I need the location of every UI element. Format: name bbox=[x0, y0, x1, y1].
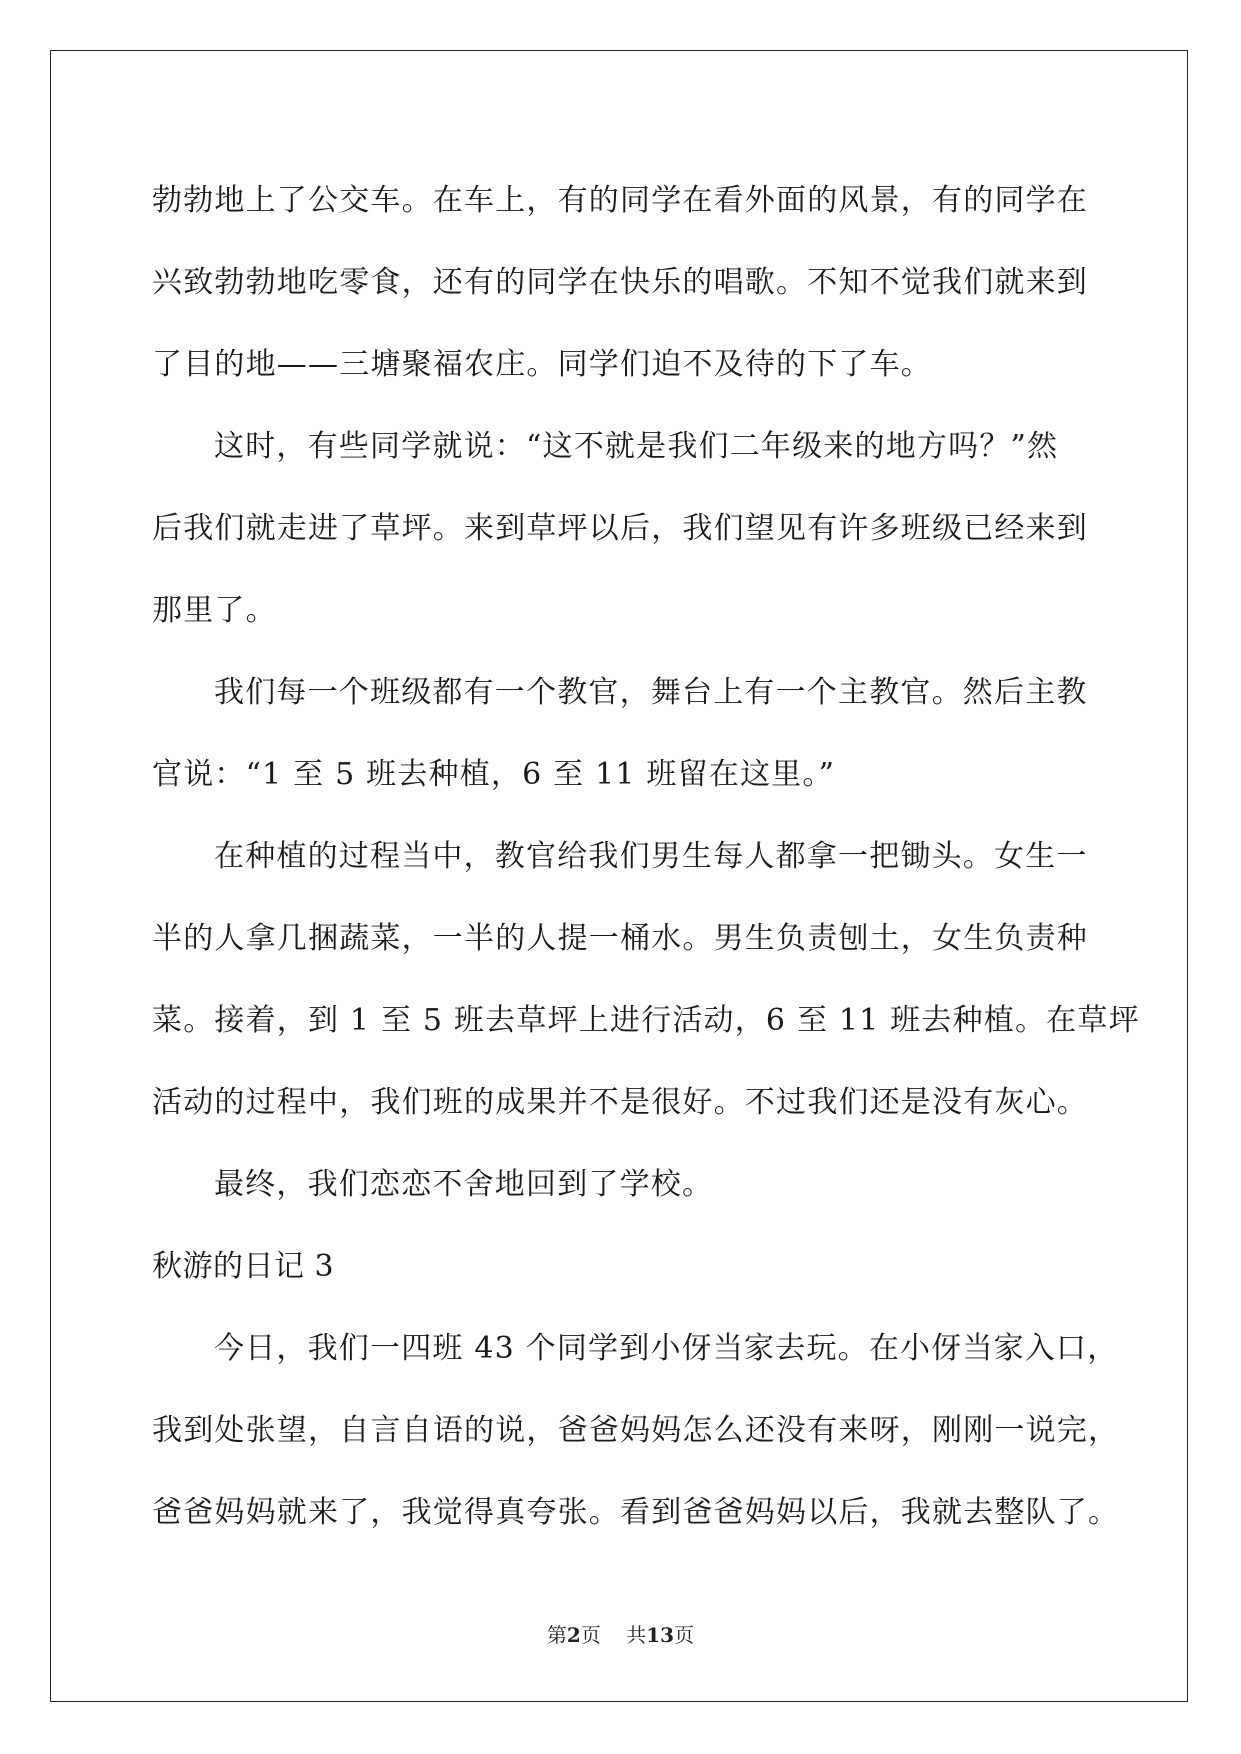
body-line-15: 今日，我们一四班 43 个同学到小伢当家去玩。在小伢当家入口， bbox=[214, 1331, 1119, 1366]
page-number: 2 bbox=[566, 1623, 581, 1647]
body-line-3: 了目的地——三塘聚福农庄。同学们迫不及待的下了车。 bbox=[152, 347, 932, 382]
body-line-1: 勃勃地上了公交车。在车上，有的同学在看外面的风景，有的同学在 bbox=[152, 183, 1088, 218]
body-line-7: 我们每一个班级都有一个教官，舞台上有一个主教官。然后主教 bbox=[214, 675, 1088, 710]
body-line-8: 官说：“1 至 5 班去种植，6 至 11 班留在这里。” bbox=[152, 757, 836, 792]
total-pages: 13 bbox=[646, 1623, 675, 1647]
page-prefix: 第 bbox=[546, 1623, 567, 1647]
page-footer bbox=[0, 1623, 1241, 1647]
body-line-5: 后我们就走进了草坪。来到草坪以后，我们望见有许多班级已经来到 bbox=[152, 511, 1088, 546]
body-line-11: 菜。接着，到 1 至 5 班去草坪上进行活动，6 至 11 班去种植。在草坪 bbox=[152, 1003, 1140, 1038]
document-body bbox=[152, 160, 1140, 1554]
body-line-9: 在种植的过程当中，教官给我们男生每人都拿一把锄头。女生一 bbox=[214, 839, 1088, 874]
section-heading: 秋游的日记 3 bbox=[152, 1249, 335, 1284]
body-line-10: 半的人拿几捆蔬菜，一半的人提一桶水。男生负责刨土，女生负责种 bbox=[152, 921, 1088, 956]
body-line-6: 那里了。 bbox=[152, 593, 277, 628]
body-line-2: 兴致勃勃地吃零食，还有的同学在快乐的唱歌。不知不觉我们就来到 bbox=[152, 265, 1088, 300]
body-line-13: 最终，我们恋恋不舍地回到了学校。 bbox=[214, 1167, 714, 1202]
body-line-16: 我到处张望，自言自语的说，爸爸妈妈怎么还没有来呀，刚刚一说完， bbox=[152, 1413, 1120, 1448]
body-line-12: 活动的过程中，我们班的成果并不是很好。不过我们还是没有灰心。 bbox=[152, 1085, 1088, 1120]
body-line-4: 这时，有些同学就说：“这不就是我们二年级来的地方吗？”然 bbox=[214, 429, 1059, 464]
page-suffix: 页 bbox=[580, 1623, 601, 1647]
total-suffix: 页 bbox=[674, 1623, 695, 1647]
total-prefix: 共 bbox=[626, 1623, 647, 1647]
body-line-17: 爸爸妈妈就来了，我觉得真夸张。看到爸爸妈妈以后，我就去整队了。 bbox=[152, 1495, 1120, 1530]
